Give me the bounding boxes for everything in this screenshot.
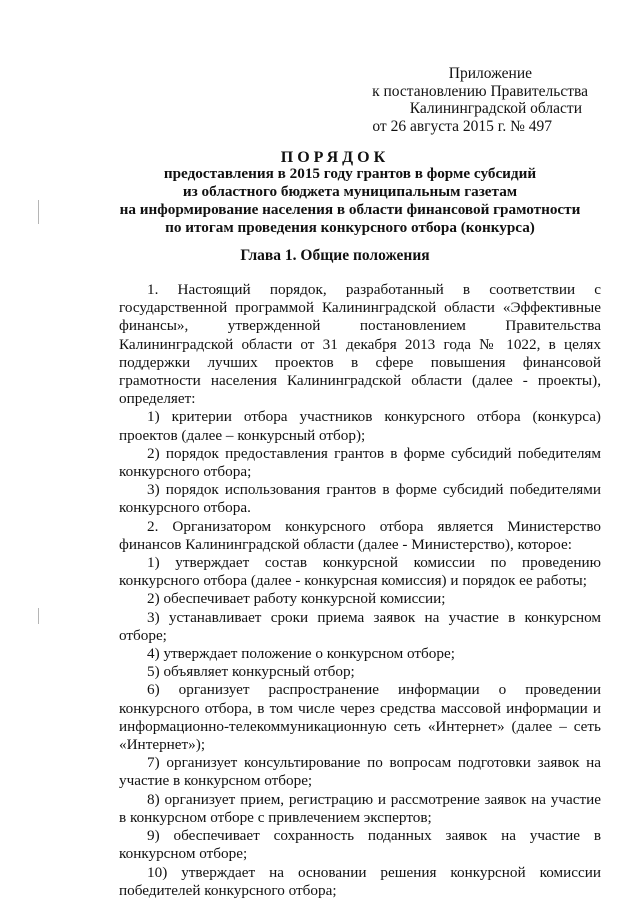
paragraph: 5) объявляет конкурсный отбор; xyxy=(147,663,355,681)
scan-margin-mark xyxy=(38,200,39,224)
document-title: ПОРЯДОК xyxy=(280,149,390,166)
appendix-line: от 26 августа 2015 г. № 497 xyxy=(372,117,552,135)
paragraph: 1) критерии отбора участников конкурсного отбора (конкурса) проектов (далее – конкурсный отбор); xyxy=(119,408,601,444)
paragraph: 3) устанавливает сроки приема заявок на участие в конкурсном отборе; xyxy=(119,608,601,644)
paragraph: 1. Настоящий порядок, разработанный в соответствии с государственной программой Калининградской области «Эффективные финансы», утвержденной постановлением Правительства Калининградской области от 31 декабря 2013 года № 1022, в целях поддержки лучших проектов в сфере повышения финансовой грамотности населения Калининградской области (далее - проекты), определяет: xyxy=(119,281,601,408)
paragraph: 9) обеспечивает сохранность поданных заявок на участие в конкурсном отборе; xyxy=(119,827,601,863)
chapter-heading: Глава 1. Общие положения xyxy=(240,247,430,264)
paragraph: 8) организует прием, регистрацию и рассмотрение заявок на участие в конкурсном отборе с привлечением экспертов; xyxy=(119,790,601,826)
paragraph: 3) порядок использования грантов в форме субсидий победителями конкурсного отбора. xyxy=(119,481,601,517)
subtitle-line: из областного бюджета муниципальным газетам xyxy=(182,183,518,200)
scan-margin-mark xyxy=(38,608,39,624)
appendix-block xyxy=(358,65,588,135)
subtitle-line: на информирование населения в области финансовой грамотности xyxy=(119,201,581,218)
subtitle-line: по итогам проведения конкурсного отбора (конкурса) xyxy=(165,219,535,236)
document-body xyxy=(119,281,601,900)
appendix-line: к постановлению Правительства xyxy=(372,82,588,100)
appendix-line: Приложение xyxy=(448,65,532,82)
paragraph: 2) порядок предоставления грантов в форме субсидий победителям конкурсного отбора; xyxy=(119,444,601,481)
paragraph: 10) утверждает на основании решения конкурсной комиссии победителей конкурсного отбора; xyxy=(119,863,601,899)
paragraph: 2) обеспечивает работу конкурсной комиссии; xyxy=(147,590,446,608)
paragraph: 6) организует распространение информации о проведении конкурсного отбора, в том числе через средства массовой информации и информационно-телекоммуникационную сеть «Интернет» (далее – сеть «Интернет»); xyxy=(119,681,601,754)
subtitle-line: предоставления в 2015 году грантов в форме субсидий xyxy=(163,165,537,182)
paragraph: 1) утверждает состав конкурсной комиссии по проведению конкурсного отбора (далее - конкурсная комиссия) и порядок ее работы; xyxy=(119,554,601,590)
paragraph: 7) организует консультирование по вопросам подготовки заявок на участие в конкурсном отборе; xyxy=(119,754,601,790)
paragraph: 2. Организатором конкурсного отбора является Министерство финансов Калининградской области (далее - Министерство), которое: xyxy=(119,517,601,553)
appendix-line: Калининградской области xyxy=(409,100,582,117)
paragraph: 4) утверждает положение о конкурсном отборе; xyxy=(147,645,455,663)
document-subtitle xyxy=(100,165,600,237)
